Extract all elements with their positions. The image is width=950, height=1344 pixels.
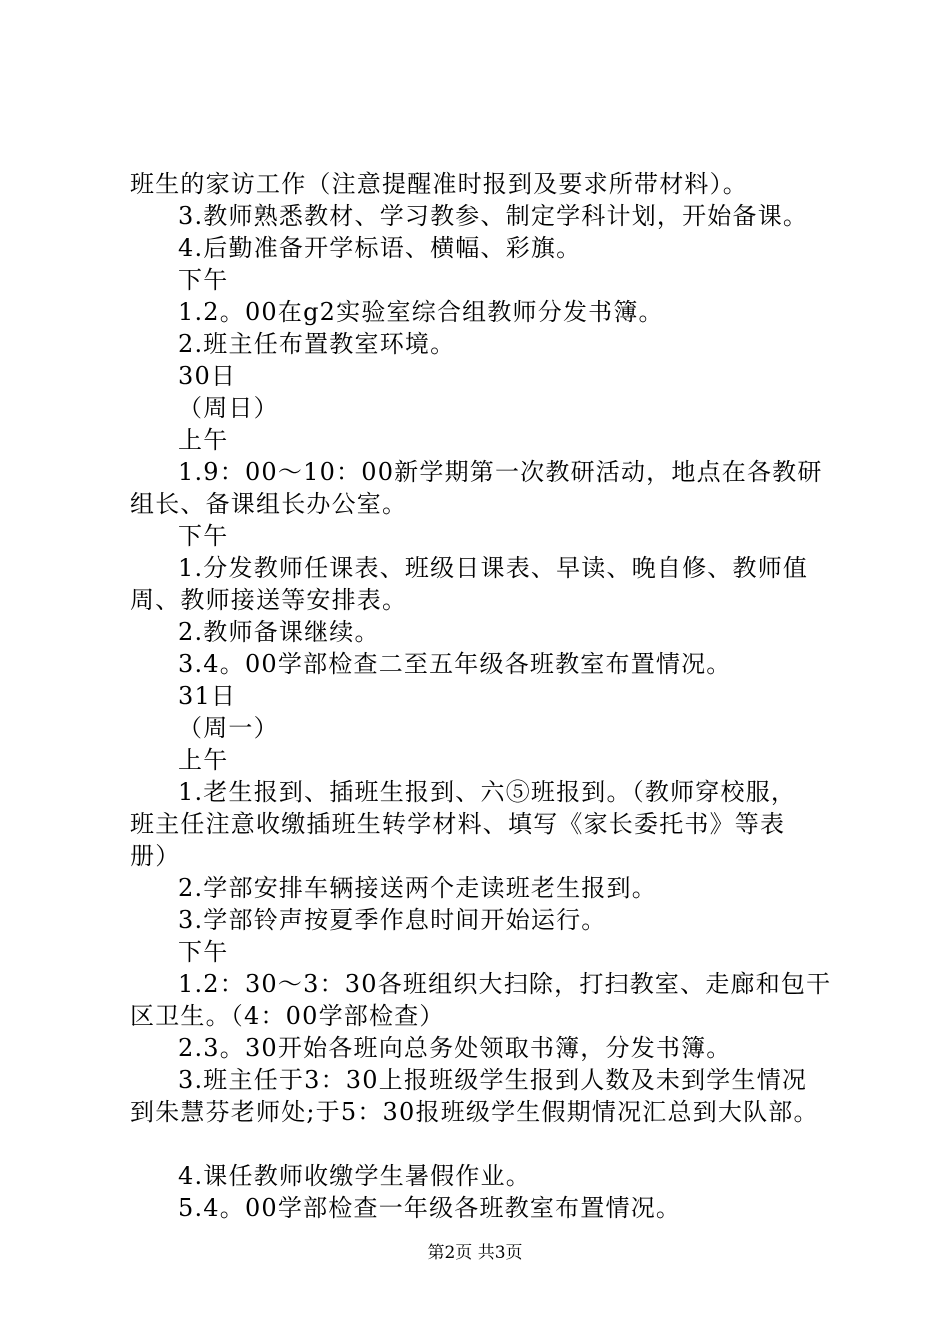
weekday-heading: （周日）: [178, 394, 279, 422]
section-heading: 下午: [178, 266, 229, 294]
text-line: 4.课任教师收缴学生暑假作业。: [178, 1162, 531, 1190]
date-heading: 30日: [178, 362, 237, 390]
text-line: 3.班主任于3：30上报班级学生报到人数及未到学生情况: [178, 1066, 808, 1094]
document-body: [130, 168, 830, 1224]
blank-line: [130, 1128, 830, 1160]
text-line: 4.后勤准备开学标语、横幅、彩旗。: [178, 234, 582, 262]
text-line: 班生的家访工作（注意提醒准时报到及要求所带材料）。: [130, 170, 748, 198]
text-line: 1.分发教师任课表、班级日课表、早读、晚自修、教师值: [178, 554, 809, 582]
text-line: 1.9：00～10：00新学期第一次教研活动，地点在各教研: [178, 458, 823, 486]
text-line: 班主任注意收缴插班生转学材料、填写《家长委托书》等表: [130, 810, 786, 838]
text-line: 1.老生报到、插班生报到、六⑤班报到。（教师穿校服，: [178, 778, 797, 806]
text-line: 区卫生。（4：00学部检查）: [130, 1002, 445, 1030]
section-heading: 下午: [178, 938, 229, 966]
text-line: 2.班主任布置教室环境。: [178, 330, 456, 358]
text-line: 1.2。00在g2实验室综合组教师分发书簿。: [178, 298, 664, 326]
text-line: 5.4。00学部检查一年级各班教室布置情况。: [178, 1194, 682, 1222]
weekday-heading: （周一）: [178, 714, 279, 742]
text-line: 2.3。30开始各班向总务处领取书簿，分发书簿。: [178, 1034, 732, 1062]
text-line: 1.2：30～3：30各班组织大扫除，打扫教室、走廊和包干: [178, 970, 832, 998]
text-line: 周、教师接送等安排表。: [130, 586, 408, 614]
text-line: 3.4。00学部检查二至五年级各班教室布置情况。: [178, 650, 732, 678]
text-line: 组长、备课组长办公室。: [130, 490, 408, 518]
text-line: 到朱慧芬老师处;于5：30报班级学生假期情况汇总到大队部。: [130, 1098, 819, 1126]
section-heading: 下午: [178, 522, 229, 550]
section-heading: 上午: [178, 746, 229, 774]
text-line: 册）: [130, 842, 181, 870]
text-line: 2.教师备课继续。: [178, 618, 380, 646]
text-line: 3.教师熟悉教材、学习教参、制定学科计划，开始备课。: [178, 202, 809, 230]
page-number-footer: 第2页 共3页: [427, 1243, 523, 1263]
text-line: 3.学部铃声按夏季作息时间开始运行。: [178, 906, 607, 934]
text-line: 2.学部安排车辆接送两个走读班老生报到。: [178, 874, 657, 902]
section-heading: 上午: [178, 426, 229, 454]
date-heading: 31日: [178, 682, 237, 710]
